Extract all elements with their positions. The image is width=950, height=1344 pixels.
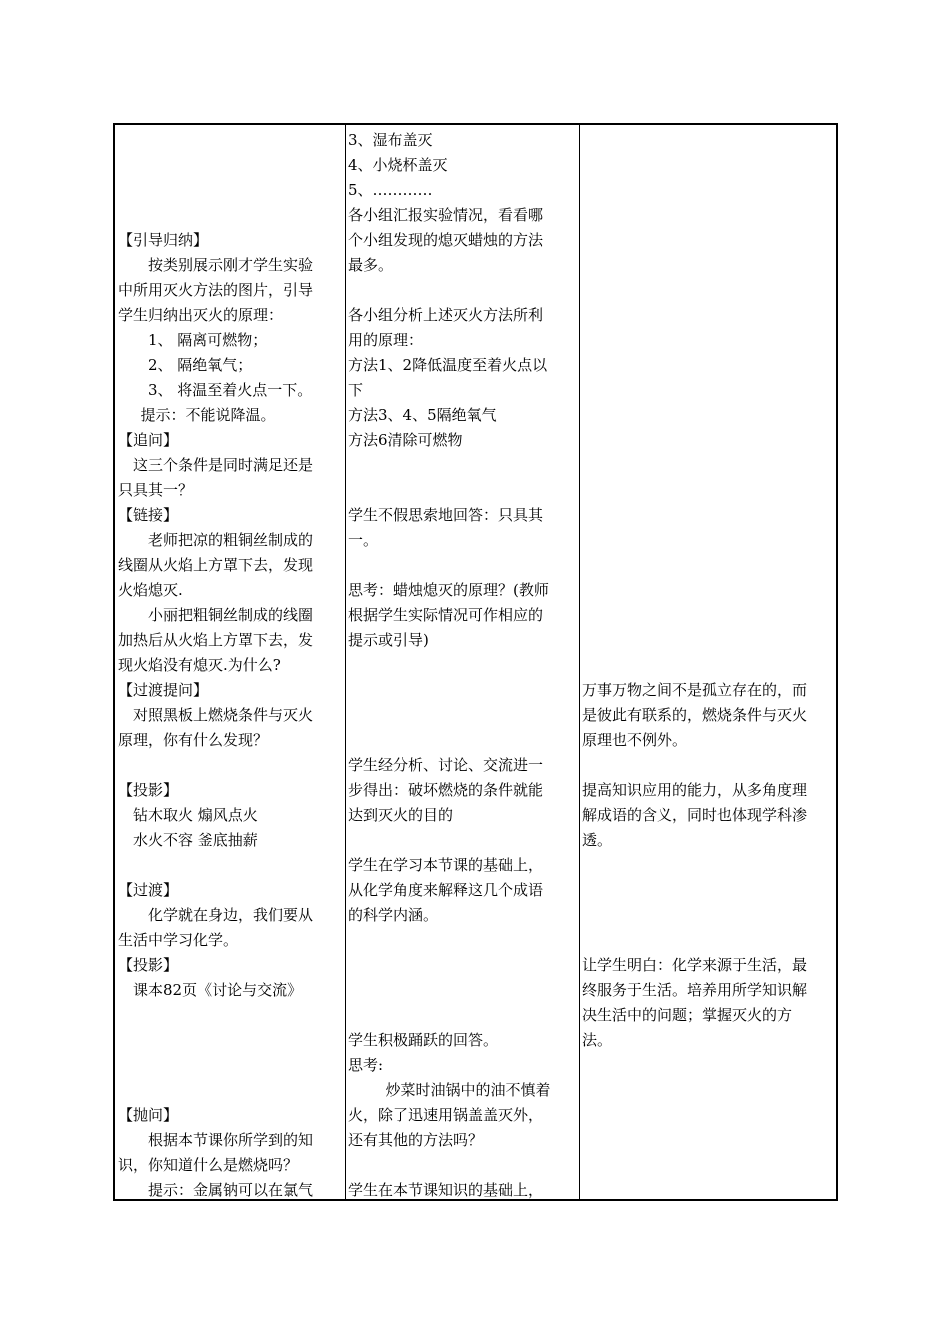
col1-text-line: 只具其一？ <box>118 481 194 499</box>
col2-text-line: 各小组分析上述灭火方法所利 <box>348 306 544 324</box>
col2-text-line: 学生积极踊跃的回答。 <box>348 1031 499 1049</box>
col1-text-line: 按类别展示刚才学生实验 <box>148 256 314 274</box>
col3-text-line: 决生活中的问题；掌握灭火的方 <box>582 1006 793 1024</box>
col1-text-line: 提示：金属钠可以在氯气 <box>148 1181 314 1199</box>
teacher-activity-column <box>118 125 344 1199</box>
col3-text-line: 法。 <box>582 1031 613 1049</box>
col1-text-line: 学生归纳出灭火的原理： <box>118 306 284 324</box>
col2-text-line: 方法1、2降低温度至着火点以 <box>348 356 548 374</box>
col2-text-line: 4、小烧杯盖灭 <box>348 156 448 174</box>
col2-text-line: 还有其他的方法吗？ <box>348 1131 484 1149</box>
col2-text-line: 下 <box>348 381 364 399</box>
col2-text-line: 用的原理： <box>348 331 424 349</box>
col2-text-line: 5、………… <box>348 181 433 199</box>
col1-text-line: 【引导归纳】 <box>118 231 209 249</box>
col2-text-line: 学生经分析、讨论、交流进一 <box>348 756 544 774</box>
col3-text-line: 终服务于生活。培养用所学知识解 <box>582 981 808 999</box>
col2-text-line: 的科学内涵。 <box>348 906 439 924</box>
col1-text-line: 加热后从火焰上方罩下去，发 <box>118 631 314 649</box>
col1-text-line: 【过渡】 <box>118 881 179 899</box>
col2-text-line: 从化学角度来解释这几个成语 <box>348 881 544 899</box>
col1-text-line: 火焰熄灭. <box>118 581 183 599</box>
col1-text-line: 课本82页《讨论与交流》 <box>133 981 303 999</box>
col2-text-line: 达到灭火的目的 <box>348 806 454 824</box>
col1-text-line: 提示：不能说降温。 <box>140 406 276 424</box>
col3-text-line: 让学生明白：化学来源于生活，最 <box>582 956 808 974</box>
col3-text-line: 提高知识应用的能力，从多角度理 <box>582 781 808 799</box>
col2-text-line: 3、湿布盖灭 <box>348 131 433 149</box>
col2-text-line: 炒菜时油锅中的油不慎着 <box>385 1081 551 1099</box>
col1-text-line: 【抛问】 <box>118 1106 179 1124</box>
col1-text-line: 生活中学习化学。 <box>118 931 239 949</box>
col2-text-line: 学生在本节课知识的基础上， <box>348 1181 544 1199</box>
col1-text-line: 线圈从火焰上方罩下去，发现 <box>118 556 314 574</box>
col1-text-line: 【追问】 <box>118 431 179 449</box>
design-intent-column <box>582 125 835 1199</box>
col1-text-line: 【链接】 <box>118 506 179 524</box>
col1-text-line: 水火不容 釜底抽薪 <box>133 831 258 849</box>
col1-text-line: 现火焰没有熄灭.为什么? <box>118 656 281 674</box>
col3-text-line: 透。 <box>582 831 613 849</box>
col2-text-line: 学生在学习本节课的基础上， <box>348 856 544 874</box>
column-divider-1 <box>345 125 346 1199</box>
col1-text-line: 老师把凉的粗铜丝制成的 <box>148 531 314 549</box>
column-divider-2 <box>579 125 580 1199</box>
col1-text-line: 对照黑板上燃烧条件与灭火 <box>133 706 314 724</box>
col1-text-line: 钻木取火 煽风点火 <box>133 806 258 824</box>
lesson-plan-table <box>113 123 838 1201</box>
col2-text-line: 步得出：破坏燃烧的条件就能 <box>348 781 544 799</box>
col1-text-line: 【投影】 <box>118 956 179 974</box>
col1-text-line: 1、 隔离可燃物； <box>148 331 268 349</box>
col3-text-line: 解成语的含义，同时也体现学科渗 <box>582 806 808 824</box>
col2-text-line: 提示或引导) <box>348 631 429 649</box>
col1-text-line: 识，你知道什么是燃烧吗？ <box>118 1156 299 1174</box>
col1-text-line: 【过渡提问】 <box>118 681 209 699</box>
col2-text-line: 一。 <box>348 531 379 549</box>
col1-text-line: 【投影】 <box>118 781 179 799</box>
col2-text-line: 思考：蜡烛熄灭的原理？(教师 <box>348 581 549 599</box>
col2-text-line: 思考: <box>348 1056 384 1074</box>
col1-text-line: 根据本节课你所学到的知 <box>148 1131 314 1149</box>
col1-text-line: 2、 隔绝氧气； <box>148 356 253 374</box>
col2-text-line: 根据学生实际情况可作相应的 <box>348 606 544 624</box>
col2-text-line: 个小组发现的熄灭蜡烛的方法 <box>348 231 544 249</box>
col1-text-line: 化学就在身边，我们要从 <box>148 906 314 924</box>
col3-text-line: 原理也不例外。 <box>582 731 688 749</box>
col1-text-line: 中所用灭火方法的图片，引导 <box>118 281 314 299</box>
col3-text-line: 万事万物之间不是孤立存在的，而 <box>582 681 808 699</box>
col2-text-line: 方法6清除可燃物 <box>348 431 463 449</box>
col2-text-line: 方法3、4、5隔绝氧气 <box>348 406 497 424</box>
col1-text-line: 原理，你有什么发现？ <box>118 731 269 749</box>
student-activity-column <box>348 125 578 1199</box>
col1-text-line: 3、 将温至着火点一下。 <box>148 381 313 399</box>
col2-text-line: 火，除了迅速用锅盖盖灭外， <box>348 1106 544 1124</box>
col1-text-line: 这三个条件是同时满足还是 <box>133 456 314 474</box>
col2-text-line: 各小组汇报实验情况，看看哪 <box>348 206 544 224</box>
col2-text-line: 学生不假思索地回答：只具其 <box>348 506 544 524</box>
col3-text-line: 是彼此有联系的，燃烧条件与灭火 <box>582 706 808 724</box>
col1-text-line: 小丽把粗铜丝制成的线圈 <box>148 606 314 624</box>
col2-text-line: 最多。 <box>348 256 394 274</box>
